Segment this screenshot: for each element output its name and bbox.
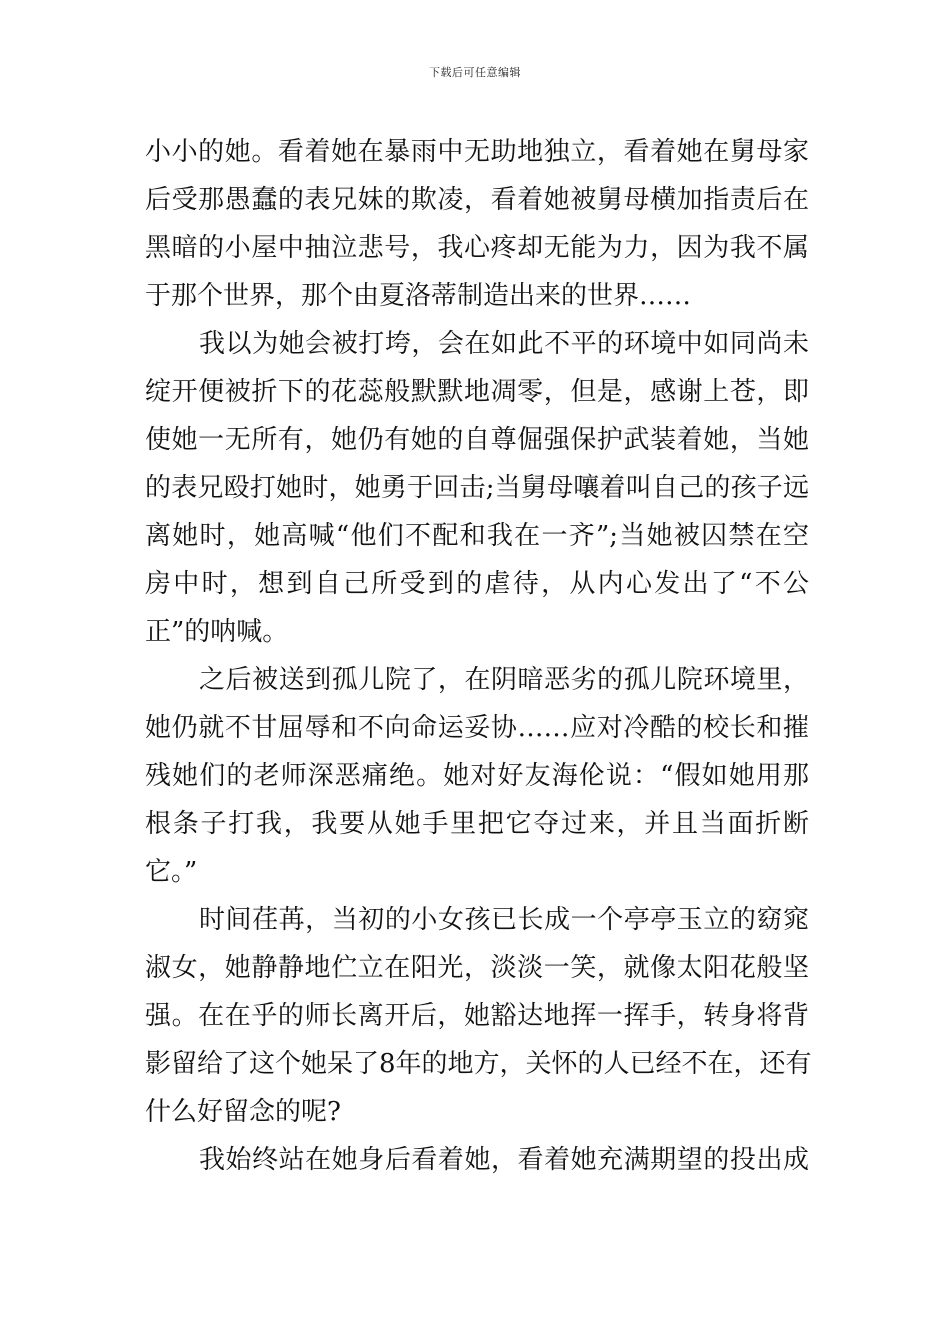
- text-line: 残她们的老师深恶痛绝。她对好友海伦说：“假如她用那: [145, 761, 809, 791]
- text-line: 后受那愚蠢的表兄妹的欺凌，看着她被舅母横加指责后在: [145, 185, 809, 215]
- paragraph-first-line: 我以为她会被打垮，会在如此不平的环境中如同尚未: [199, 329, 809, 359]
- text-line: 正”的呐喊。: [145, 617, 289, 647]
- text-line: 绽开便被折下的花蕊般默默地凋零，但是，感谢上苍，即: [145, 377, 809, 407]
- text-line: 它。”: [145, 857, 198, 887]
- text-line: 影留给了这个她呆了8年的地方，关怀的人已经不在，还有: [145, 1049, 812, 1079]
- text-line: 使她一无所有，她仍有她的自尊倔强保护武装着她，当她: [145, 425, 809, 455]
- text-line: 离她时，她高喊“他们不配和我在一齐”;当她被囚禁在空: [145, 521, 809, 551]
- text-line: 黑暗的小屋中抽泣悲号，我心疼却无能为力，因为我不属: [145, 233, 809, 263]
- text-line: 的表兄殴打她时，她勇于回击;当舅母嚷着叫自己的孩子远: [145, 473, 809, 503]
- text-line: 强。在在乎的师长离开后，她豁达地挥一挥手，转身将背: [145, 1001, 809, 1031]
- paragraph-first-line: 我始终站在她身后看着她，看着她充满期望的投出成: [199, 1145, 809, 1175]
- text-line: 淑女，她静静地伫立在阳光，淡淡一笑，就像太阳花般坚: [145, 953, 809, 983]
- text-line: 于那个世界，那个由夏洛蒂制造出来的世界……: [145, 281, 692, 311]
- paragraph-first-line: 之后被送到孤儿院了，在阴暗恶劣的孤儿院环境里，: [199, 665, 809, 695]
- text-line: 房中时，想到自己所受到的虐待，从内心发出了“不公: [145, 569, 809, 599]
- text-line: 小小的她。看着她在暴雨中无助地独立，看着她在舅母家: [145, 137, 809, 167]
- page-header: 下载后可任意编辑: [429, 66, 521, 79]
- text-line: 她仍就不甘屈辱和不向命运妥协……应对冷酷的校长和摧: [145, 713, 809, 743]
- text-line: 什么好留念的呢?: [145, 1097, 341, 1127]
- text-line: 根条子打我，我要从她手里把它夺过来，并且当面折断: [145, 809, 809, 839]
- body-text: [145, 128, 812, 1184]
- paragraph-first-line: 时间荏苒，当初的小女孩已长成一个亭亭玉立的窈窕: [199, 905, 809, 935]
